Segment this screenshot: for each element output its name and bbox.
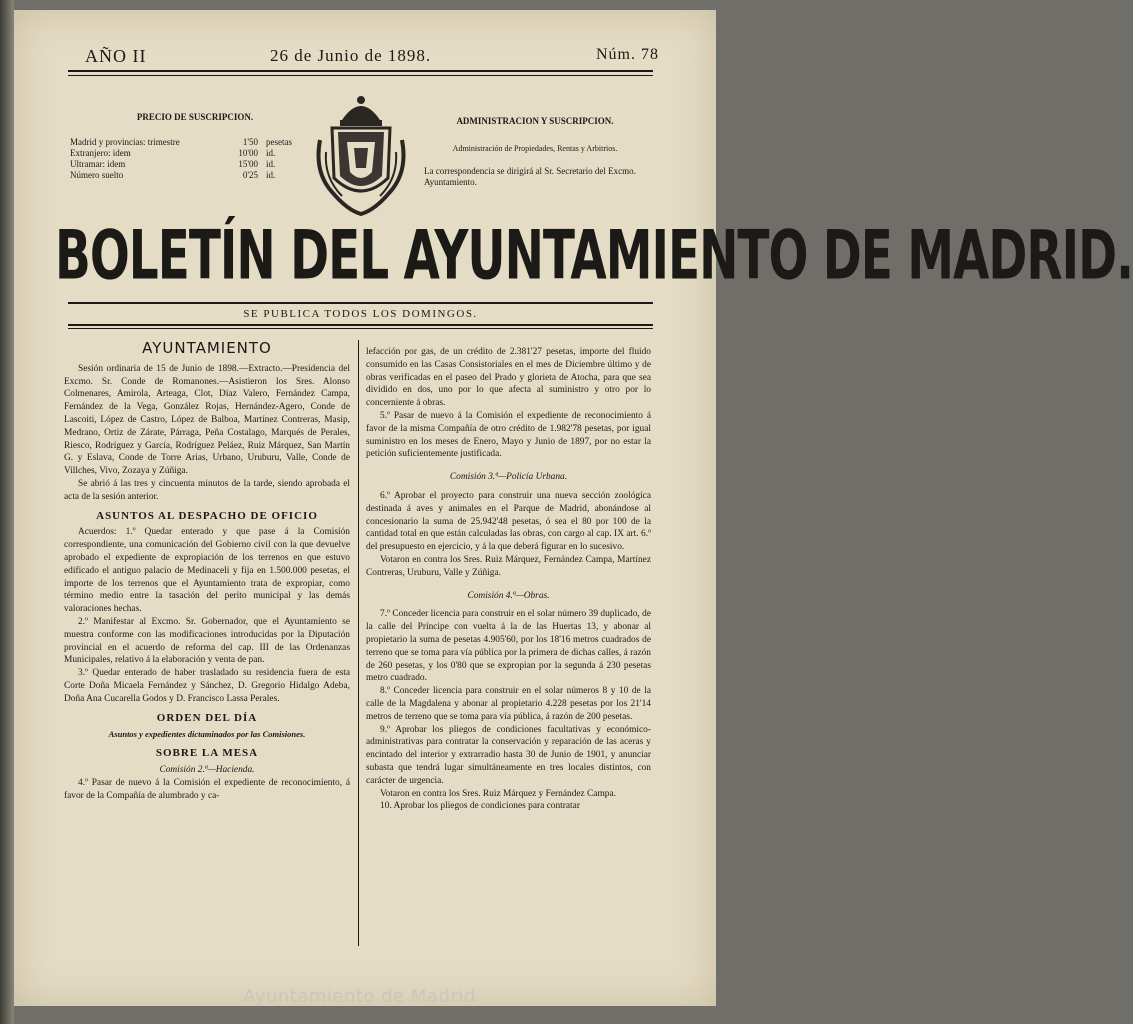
administration-office: Administración de Propiedades, Rentas y Arbitrios. <box>452 144 618 153</box>
subscription-label: Madrid y provincias: trimestre <box>70 137 180 147</box>
section-heading-mesa: SOBRE LA MESA <box>155 747 259 760</box>
commission-4-heading: Comisión 4.ª—Obras. <box>467 590 550 601</box>
subscription-label: Extranjero: idem <box>70 148 131 158</box>
year-label: AÑO II <box>85 46 147 66</box>
weekly-notice: SE PUBLICA TODOS LOS DOMINGOS. <box>243 308 478 320</box>
subscription-label: Ultramar: idem <box>70 159 126 169</box>
commission-2-heading: Comisión 2.ª—Hacienda. <box>159 764 255 775</box>
left-column <box>64 339 350 802</box>
subscription-unit: id. <box>266 148 276 158</box>
session-opening: Se abrió á las tres y cincuenta minutos de la tarde, siendo aprobada el acta de la sesión anterior. <box>64 478 350 502</box>
section-heading-ayuntamiento: AYUNTAMIENTO <box>142 339 272 357</box>
administration-block <box>420 116 650 188</box>
subscription-price: 0'25 <box>242 170 258 180</box>
subscription-block <box>70 112 300 181</box>
notice-rule <box>68 324 653 326</box>
subscription-price: 1'50 <box>242 137 258 147</box>
issue-date: 26 de Junio de 1898. <box>270 46 432 65</box>
administration-heading: ADMINISTRACION Y SUSCRIPCION. <box>456 116 614 126</box>
agenda-subheading: Asuntos y expedientes dictaminados por las Comisiones. <box>108 729 306 740</box>
subscription-row <box>70 159 300 170</box>
subscription-unit: id. <box>266 170 276 180</box>
agreement-1: Acuerdos: 1.º Quedar enterado y que pase á la Comisión correspondiente, una comunicación del Gobierno civil con la que devuelve aprobado el expediente de expropiación de los terrenos en que estuvo edificado el antiguo palacio de Medinaceli y fija en 1.500.000 pesetas, el importe de los terrenos que el Ayuntamiento trata de expropiar, como término medio entre la tasación del perito municipal y las demás valoraciones hechas. <box>64 527 350 615</box>
header-rule-thin <box>68 75 653 76</box>
item-9: 9.º Aprobar los pliegos de condiciones facultativas y económico-administrativas para contratar la conservación y reparación de las aceras y encintado del interior y extrarradio hasta 30 de Junio de 1901, y anunciar subasta que tendrá lugar simultáneamente en tres locales distintos, con carácter de urgencia. <box>366 724 651 786</box>
session-summary: Sesión ordinaria de 15 de Junio de 1898.—Extracto.—Presidencia del Excmo. Sr. Conde de Romanones.—Asistieron los Sres. Alonso Colmenares, Amirola, Arteaga, Clot, Díaz Valero, Fernández Campa, Fernández de la Vega, González Rojas, Hernández-Agero, Conde de Lascoiti, López de Castro, López de Balboa, Martínez Contreras, Masip, Medrano, Ortiz de Zárate, Párraga, Peña Costalago, Marqués de Perales, Riesco, Rodríguez y García, Rodríguez Peláez, Ruiz Márquez, San Martín G. y Eslava, Conde de Torre Arias, Urbano, Uruburu, Valle, Conde de Villches, Vivo, Zozaya y Zúñiga. <box>64 363 350 477</box>
subscription-label: Número suelto <box>70 170 124 180</box>
subscription-price: 15'00 <box>238 159 258 169</box>
item-6: 6.º Aprobar el proyecto para construir una nueva sección zoológica destinada á aves y animales en el Parque de Madrid, abonándose al concesionario la suma de 25.942'48 pesetas, ó sea el 80 por 100 de la cantidad total en que están calculadas las obras, con cargo al cap. IX art. 6.º del presupuesto en ejercicio, y á la que deberá figurar en lo sucesivo. <box>366 490 651 553</box>
subscription-unit: id. <box>266 159 276 169</box>
subscription-row <box>70 137 300 148</box>
item-5: 5.º Pasar de nuevo á la Comisión el expediente de reconocimiento á favor de la misma Compañía de otro crédito de 1.982'78 pesetas, por igual suministro en los meses de Enero, Mayo y Junio de 1897, por no estar la petición suficientemente justificada. <box>366 410 651 460</box>
subscription-unit: pesetas <box>266 137 292 147</box>
newspaper-title: BOLETÍN DEL AYUNTAMIENTO DE MADRID. <box>55 216 1133 296</box>
subscription-row <box>70 170 300 181</box>
issue-number: Núm. 78 <box>596 46 659 63</box>
right-column <box>366 346 651 813</box>
watermark-footer: Ayuntamiento de Madrid <box>243 986 476 1007</box>
correspondence-note: La correspondencia se dirigirá al Sr. Secretario del Excmo. Ayuntamiento. <box>424 166 636 187</box>
section-heading-orden: ORDEN DEL DÍA <box>156 711 258 724</box>
notice-rule-thin <box>68 328 653 329</box>
section-heading-despacho: ASUNTOS AL DESPACHO DE OFICIO <box>96 509 318 522</box>
item-4-continued: lefacción por gas, de un crédito de 2.381'27 pesetas, importe del fluido consumido en las Casas Consistoriales en el mes de Diciembre último y de obras verificadas en el paseo del Prado y glorieta de Atocha, para que sea dividido en dos, uno por lo que afecta al suministro y otro por lo concerniente á obras. <box>366 347 651 409</box>
commission-3-heading: Comisión 3.ª—Policía Urbana. <box>449 472 568 483</box>
subscription-heading: PRECIO DE SUSCRIPCION. <box>136 112 254 122</box>
agreement-3: 3.º Quedar enterado de haber trasladado su residencia fuera de esta Corte Doña Micaela Fernández y Sánchez, D. Gregorio Hidalgo Adeba, Doña Ana Cucarella Godos y D. Francisco Lassa Perales. <box>64 668 350 704</box>
subscription-row <box>70 148 300 159</box>
subscription-price: 10'00 <box>238 148 258 158</box>
coat-of-arms-emblem <box>312 92 410 218</box>
item-9-votes: Votaron en contra los Sres. Ruiz Márquez y Fernández Campa. <box>380 788 616 799</box>
column-divider <box>358 340 359 946</box>
item-6-votes: Votaron en contra los Sres. Ruiz Márquez, Fernández Campa, Martínez Contreras, Uruburu, Valle y Zúñiga. <box>366 554 651 578</box>
binding-spine <box>0 0 14 1024</box>
title-rule <box>68 302 653 304</box>
item-7: 7.º Conceder licencia para construir en el solar número 39 duplicado, de la calle del Príncipe con vuelta á la de las Huertas 13, y abonar al propietario la suma de pesetas 4.905'60, por los 18'16 metros cuadrados de terreno que se toma para vía pública por la primera de dichas calles, á razón de 260 pesetas, y los 0'80 que se expropian por la segunda á 230 pesetas metro cuadrado. <box>366 609 651 684</box>
agreement-2: 2.º Manifestar al Excmo. Sr. Gobernador, que el Ayuntamiento se muestra conforme con las modificaciones introducidas por la Diputación provincial en el acuerdo de reforma del cap. III de las Ordenanzas Municipales, relativo á la elaboración y venta de pan. <box>64 616 350 666</box>
item-8: 8.º Conceder licencia para construir en el solar números 8 y 10 de la calle de la Magdalena y abonar al propietario 4.228 pesetas por los 21'14 metros de terreno que se toma para vía pública, á razón de 200 pesetas. <box>366 686 651 722</box>
header-rule <box>68 70 653 72</box>
item-10: 10. Aprobar los pliegos de condiciones para contratar <box>380 801 580 812</box>
item-4: 4.º Pasar de nuevo á la Comisión el expediente de reconocimiento, á favor de la Compañía de alumbrado y ca- <box>64 777 350 801</box>
